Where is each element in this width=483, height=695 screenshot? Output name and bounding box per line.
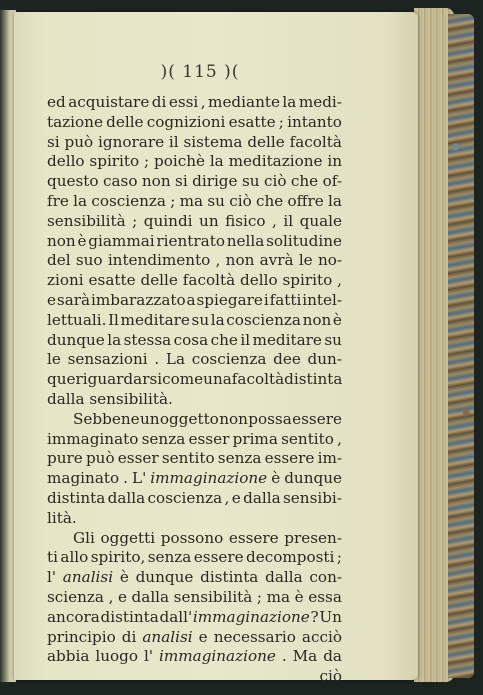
text-line: dunque la stessa cosa che il meditare su [47,330,342,349]
text-line: dalla sensibilità. [47,389,173,408]
text-line: pure può esser sentito senza essere im- [47,449,342,468]
text-line: sensibilità ; quindi un fisico , il quale [47,211,342,230]
text-line: scienza , e dalla sensibilità ; ma è essa [47,587,342,606]
text-line: fre la coscienza ; ma su ciò che offre la [47,191,342,210]
paragraph-2 [47,410,342,529]
text-line: distinta dalla coscienza , e dalla sensibi- [47,488,342,507]
text-line: e sarà imbarazzato a spiegare i fatti intel- [47,290,342,309]
text-line: ed acquistare di essi , mediante la medi- [47,93,342,111]
text-line: del suo intendimento , non avrà le no- [47,251,342,270]
text-line: lettuali. Il meditare su la coscienza non è [47,310,342,329]
text-line: dello spirito ; poichè la meditazione in [47,152,342,171]
text-line: principio di analisi e necessario acciò [47,627,342,646]
text-line: le sensazioni . La coscienza dee dun- [47,350,342,369]
text-line: Sebbene un oggetto non possa essere [73,409,342,428]
text-line: non è giammai rientrato nella solitudine [47,231,342,250]
text-line: l' analisi è dunque distinta dalla con- [47,568,342,587]
text-line: zioni esatte delle facoltà dello spirito , [47,271,342,290]
text-line: lità. [47,508,77,527]
text-line: immaginato senza esser prima sentito , [47,429,342,448]
text-line: ti allo spirito, senza essere decomposti ; [47,548,342,567]
text-line: maginato . L' immaginazione è dunque [47,469,342,488]
page-body [47,93,342,687]
catchword: ciò [319,667,342,686]
text-line: tazione delle cognizioni esatte ; intanto [47,112,342,131]
paragraph-3 [47,529,342,668]
page-number: )( 115 )( [160,62,240,82]
paragraph-1 [47,93,342,410]
text-line: Gli oggetti possono essere presen- [73,528,342,547]
text-line: abbia luogo l' immaginazione . Ma da [47,647,342,666]
text-line: ancora distinta dall' immaginazione ? Un [47,607,342,626]
text-line: si può ignorare il sistema delle facoltà [47,132,342,151]
marbled-cover [448,14,474,678]
text-line: questo caso non si dirige su ciò che of- [47,172,342,191]
text-line: que riguardarsi come una facoltà distinta [47,370,343,389]
